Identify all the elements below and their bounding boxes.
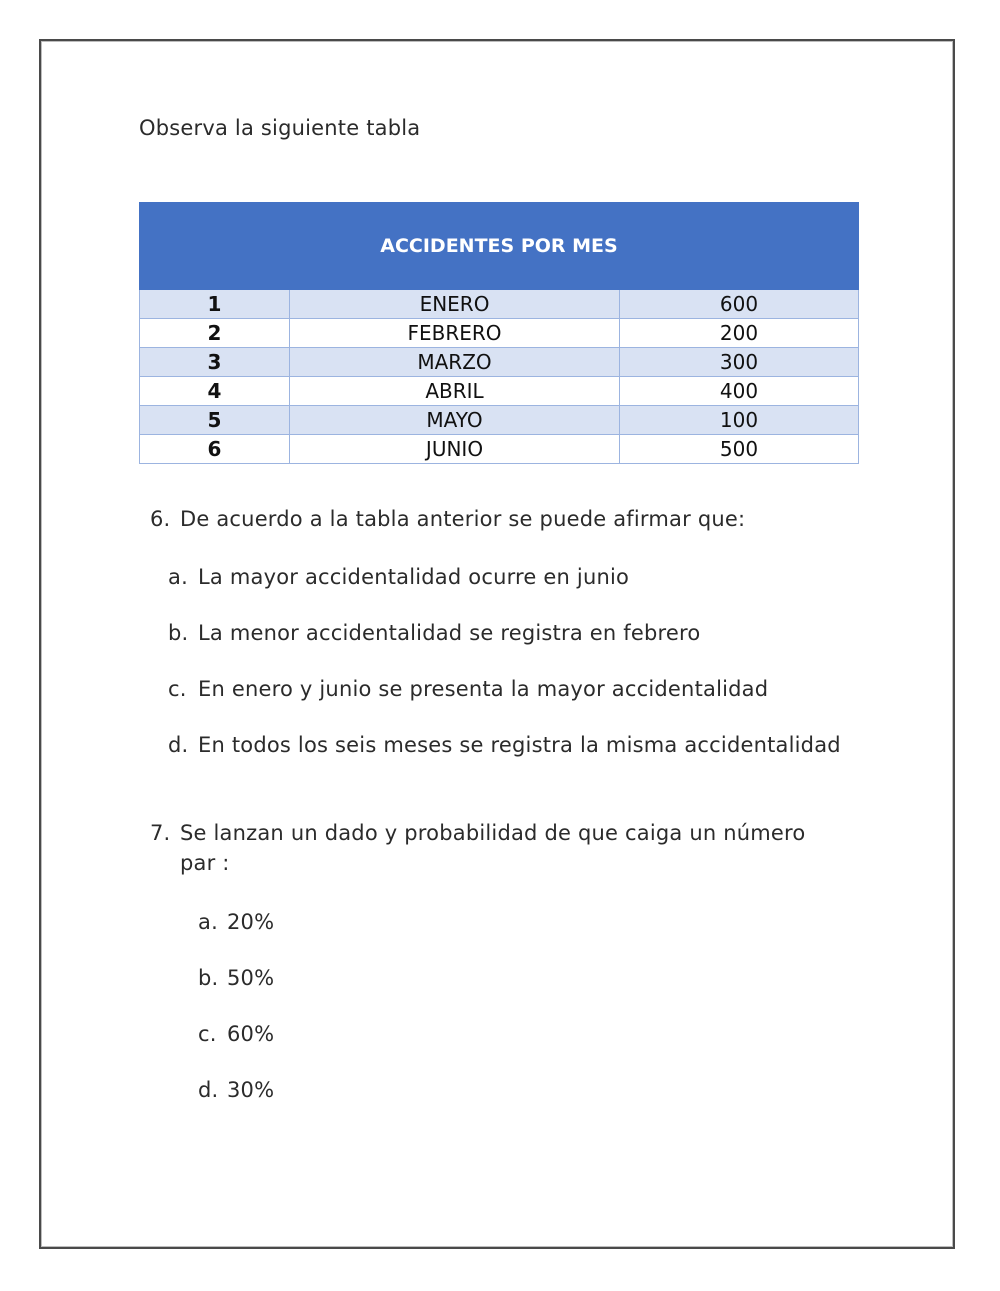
intro-text: Observa la siguiente tabla [139, 116, 421, 140]
q6-option-a[interactable] [168, 565, 629, 589]
table-row [140, 319, 859, 348]
option-letter: b. [168, 621, 189, 645]
question-7-number: 7. [150, 821, 171, 845]
row-month: MARZO [290, 348, 620, 377]
question-7-text-line1: Se lanzan un dado y probabilidad de que caiga un número [180, 821, 806, 845]
q6-option-d[interactable] [168, 733, 841, 757]
row-value: 300 [620, 348, 859, 377]
option-letter: c. [198, 1022, 217, 1046]
row-month: ABRIL [290, 377, 620, 406]
row-value: 200 [620, 319, 859, 348]
q7-option-d[interactable] [198, 1078, 274, 1102]
question-6-text: De acuerdo a la tabla anterior se puede afirmar que: [180, 507, 746, 531]
option-text: 20% [227, 910, 275, 934]
table-row [140, 290, 859, 319]
question-7-text-line2: par : [180, 851, 230, 875]
row-month: ENERO [290, 290, 620, 319]
option-letter: b. [198, 966, 219, 990]
question-6 [150, 504, 745, 534]
accidents-table [139, 202, 859, 464]
row-value: 600 [620, 290, 859, 319]
row-value: 100 [620, 406, 859, 435]
table-row [140, 406, 859, 435]
option-text: En enero y junio se presenta la mayor accidentalidad [198, 677, 769, 701]
row-number: 4 [140, 377, 290, 406]
row-number: 3 [140, 348, 290, 377]
row-month: JUNIO [290, 435, 620, 464]
option-letter: c. [168, 677, 187, 701]
option-text: La mayor accidentalidad ocurre en junio [198, 565, 630, 589]
row-month: FEBRERO [290, 319, 620, 348]
q6-option-b[interactable] [168, 621, 700, 645]
question-6-number: 6. [150, 507, 171, 531]
q7-option-a[interactable] [198, 910, 274, 934]
option-text: En todos los seis meses se registra la misma accidentalidad [198, 733, 841, 757]
row-number: 6 [140, 435, 290, 464]
q6-option-c[interactable] [168, 677, 768, 701]
table-row [140, 435, 859, 464]
row-value: 400 [620, 377, 859, 406]
table-title: ACCIDENTES POR MES [140, 203, 859, 290]
option-letter: a. [198, 910, 218, 934]
table-row [140, 377, 859, 406]
option-text: 60% [227, 1022, 275, 1046]
row-number: 1 [140, 290, 290, 319]
q7-option-b[interactable] [198, 966, 274, 990]
question-7 [150, 818, 805, 878]
option-letter: d. [168, 733, 189, 757]
option-text: 50% [227, 966, 275, 990]
table-row [140, 348, 859, 377]
row-month: MAYO [290, 406, 620, 435]
option-letter: a. [168, 565, 188, 589]
q7-option-c[interactable] [198, 1022, 274, 1046]
option-letter: d. [198, 1078, 219, 1102]
row-number: 5 [140, 406, 290, 435]
row-value: 500 [620, 435, 859, 464]
option-text: La menor accidentalidad se registra en febrero [198, 621, 701, 645]
row-number: 2 [140, 319, 290, 348]
option-text: 30% [227, 1078, 275, 1102]
